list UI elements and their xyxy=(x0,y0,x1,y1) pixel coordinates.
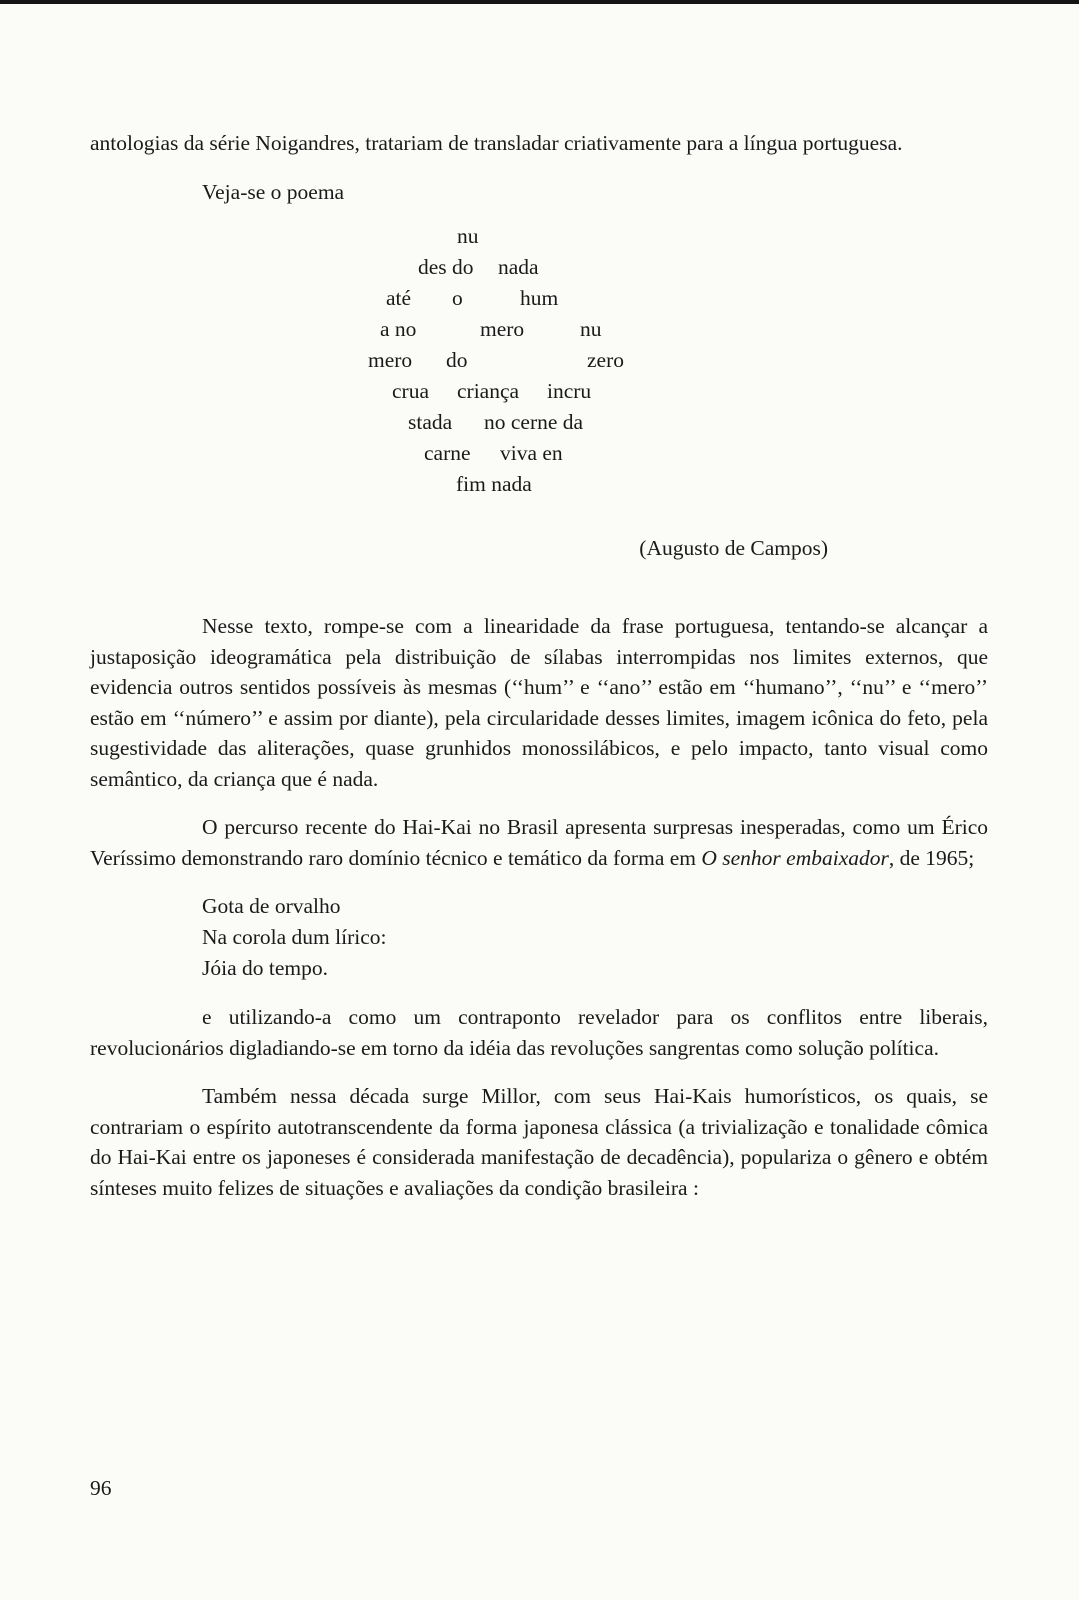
poem-line-2b: nada xyxy=(498,255,539,279)
paragraph-nesse-texto: Nesse texto, rompe-se com a linearidade da frase portuguesa, tentando-se alcançar a justaposição ideogramática pela distribuição de sílabas interrompidas nos limites externos, que evidencia outros sentidos possíveis às mesmas (‘‘hum’’ e ‘‘ano’’ estão em ‘‘humano’’, ‘‘nu’’ e ‘‘mero’’ estão em ‘‘número’’ e assim por diante), pela circularidade desses limites, imagem icônica do feto, pela sugestividade das aliterações, quase grunhidos monossilábicos, e pelo impacto, tanto visual como semântico, da criança que é nada. xyxy=(90,614,988,791)
poem-line-3c: hum xyxy=(520,286,559,310)
haikai-line-3: Jóia do tempo. xyxy=(202,956,328,980)
book-title: O senhor embaixador xyxy=(701,845,889,870)
poem-line-3a: até xyxy=(386,286,412,310)
poem-line-5c: zero xyxy=(587,348,624,372)
poem-line-2a: des do xyxy=(418,255,474,279)
poem-line-7b: no cerne da xyxy=(484,410,584,434)
paragraph-veja-se: Veja-se o poema xyxy=(202,179,345,204)
poem-line-4a: a no xyxy=(380,317,417,341)
poem-line-9: fim nada xyxy=(456,472,532,496)
poem-line-4b: mero xyxy=(480,317,525,341)
paragraph-antologias: antologias da série Noigandres, tratariam de transladar criativamente para a língua portuguesa. xyxy=(90,131,903,155)
haikai-line-1: Gota de orvalho xyxy=(202,894,341,918)
paragraph-percurso xyxy=(90,812,988,873)
haikai-line-2: Na corola dum lírico: xyxy=(202,925,387,949)
poem-line-7a: stada xyxy=(408,410,453,434)
poem-line-6a: crua xyxy=(392,379,429,403)
poem-line-6b: criança xyxy=(457,379,520,403)
poem-line-1: nu xyxy=(457,224,479,248)
scan-edge xyxy=(0,0,1079,4)
poem-line-4c: nu xyxy=(580,317,602,341)
paragraph-percurso-text-b: , de 1965; xyxy=(888,845,975,870)
page-number: 96 xyxy=(90,1476,112,1500)
poem-line-5a: mero xyxy=(368,348,413,372)
paragraph-utilizando: e utilizando-a como um contraponto revelador para os conflitos entre liberais, revolucionários digladiando-se em torno da idéia das revoluções sangrentas como solução política. xyxy=(90,1005,988,1060)
poem-line-5b: do xyxy=(446,348,468,372)
haikai-verissimo xyxy=(90,891,988,984)
poem-author: (Augusto de Campos) xyxy=(639,536,828,560)
paragraph-millor: Também nessa década surge Millor, com seus Hai-Kais humorísticos, os quais, se contrariam o espírito autotranscendente da forma japonesa clássica (a trivialização e tonalidade cômica do Hai-Kai entre os japoneses é considerada manifestação de decadência), populariza o gênero e obtém sínteses muito felizes de situações e avaliações da condição brasileira : xyxy=(90,1084,988,1200)
poem-line-6c: incru xyxy=(547,379,592,403)
paragraph-percurso-text-a: O percurso recente do Hai-Kai no Brasil apresenta surpresas inesperadas, como um Érico Veríssimo demonstrando raro domínio técnico e temático da forma em xyxy=(90,815,988,870)
page-body xyxy=(90,128,988,1203)
poem-line-3b: o xyxy=(452,286,463,310)
poem-line-8a: carne xyxy=(424,441,471,465)
concrete-poem xyxy=(90,221,988,591)
poem-line-8b: viva en xyxy=(500,441,563,465)
